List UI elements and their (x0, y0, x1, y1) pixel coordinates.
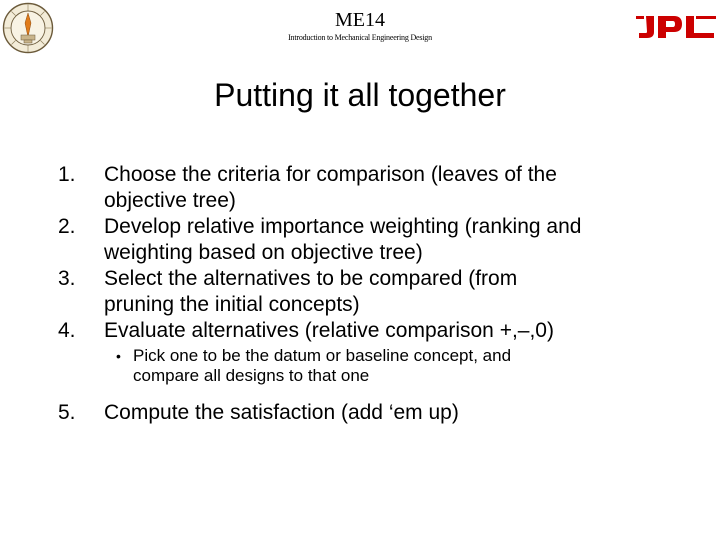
list-item-line: Evaluate alternatives (relative comparison +,–,0) (104, 319, 554, 342)
list-item-line: Compute the satisfaction (add ‘em up) (104, 401, 459, 424)
list-item (58, 266, 708, 318)
sub-bullet-item (58, 346, 708, 386)
list-item (58, 318, 708, 344)
list-item-line: pruning the initial concepts) (104, 293, 360, 316)
list-item-line: objective tree) (104, 189, 236, 212)
list-item-number: 5. (58, 401, 76, 424)
sub-bullet-line: Pick one to be the datum or baseline concept, and (133, 346, 512, 365)
list-item-line: weighting based on objective tree) (104, 241, 423, 264)
sub-bullet-line: compare all designs to that one (133, 366, 370, 385)
list-item-number: 4. (58, 319, 76, 342)
course-title: ME14 (335, 9, 385, 31)
list-item-line: Select the alternatives to be compared (from (104, 267, 518, 290)
course-subtitle: Introduction to Mechanical Engineering Design (288, 33, 432, 42)
list-item-line: Develop relative importance weighting (ranking and (104, 215, 582, 238)
list-item (58, 214, 708, 266)
list-item-number: 1. (58, 163, 76, 186)
list-item-number: 2. (58, 215, 76, 238)
jpl-logo (636, 14, 716, 40)
bullet-icon: • (116, 348, 121, 364)
list-item-line: Choose the criteria for comparison (leaves of the (104, 163, 557, 186)
list-item (58, 162, 708, 214)
list-item (58, 400, 708, 426)
slide-title: Putting it all together (214, 77, 506, 113)
list-item-number: 3. (58, 267, 76, 290)
numbered-list (58, 162, 708, 426)
